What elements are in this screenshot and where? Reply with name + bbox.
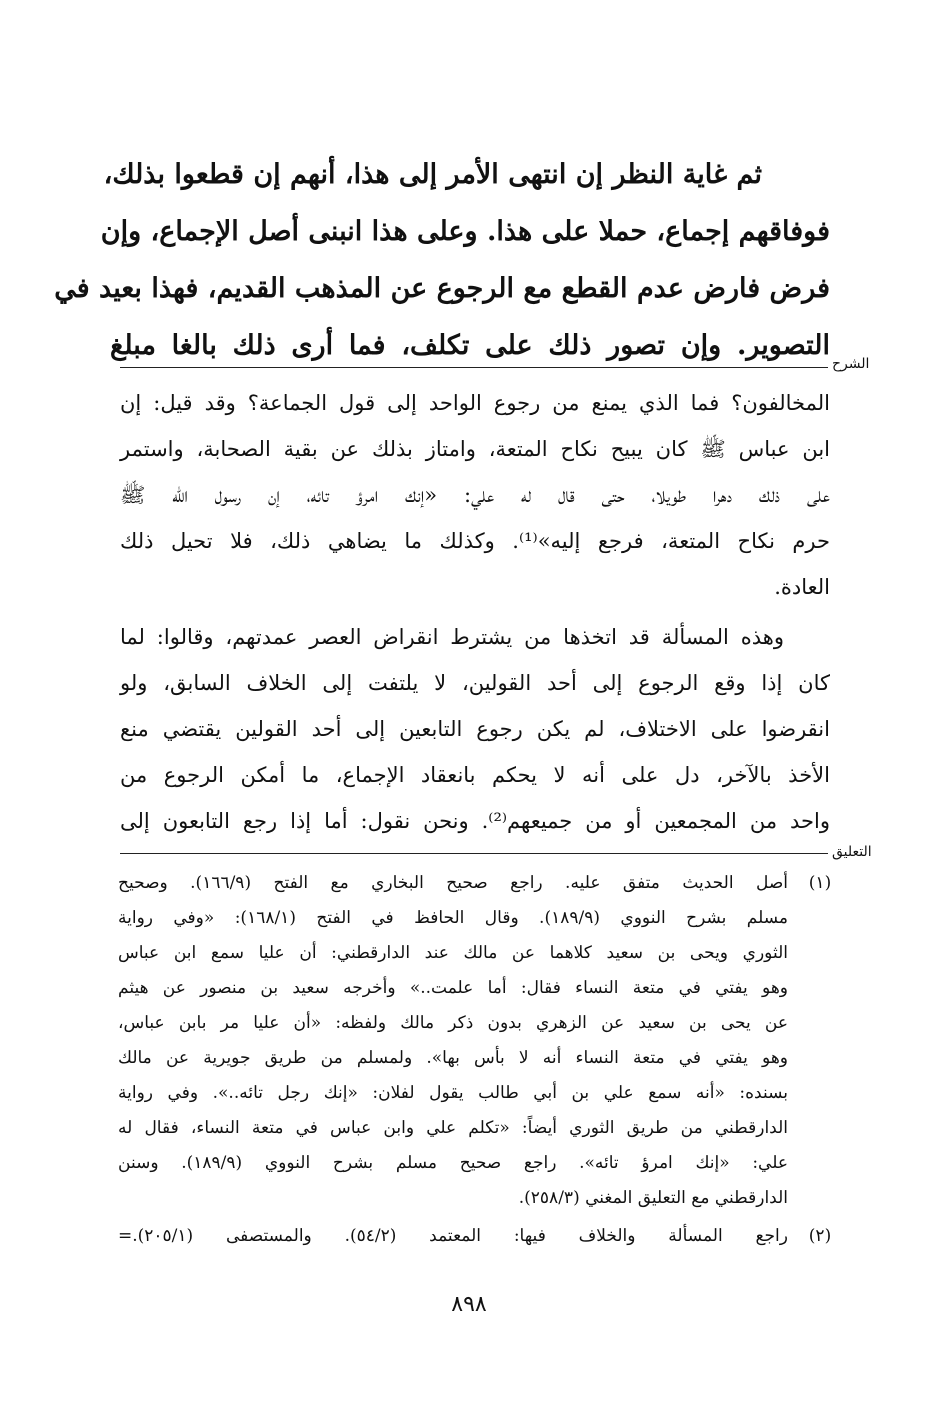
commentary-line: حرم نكاح المتعة، فرجع إليه»⁽¹⁾. وكذلك ما يضاهي ذلك، فلا تحيل ذلك [120, 529, 830, 553]
sharh-divider [120, 367, 828, 368]
footnote-number: (٢) [808, 1226, 832, 1246]
commentary-paragraph-1 [120, 380, 830, 610]
footnote-line: أصل الحديث متفق عليه. راجع صحيح البخاري مع الفتح (١٦٦/٩). وصحيح [118, 873, 788, 893]
footnote-line: الدارقطني مع التعليق المغني (٢٥٨/٣). [518, 1188, 788, 1208]
taaliq-label: التعليق [832, 844, 872, 860]
page-number: ٨٩٨ [451, 1292, 487, 1317]
taaliq-divider [120, 853, 828, 854]
footnote-line: الثوري ويحى بن سعيد كلاهما عن مالك عند الدارقطني: أن عليا سمع ابن عباس [118, 943, 788, 963]
footnote-line: بسنده: «أنه سمع علي بن أبي طالب يقول لفلان: «إنك رجل تائه..». وفي رواية [118, 1083, 788, 1103]
footnote-line: عن يحى بن سعيد عن الزهري بدون ذكر مالك ولفظه: «أن عليا مر بابن عباس، [118, 1013, 788, 1033]
main-text-line: ثم غاية النظر إن انتهى الأمر إلى هذا، أنهم إن قطعوا بذلك، [103, 159, 762, 190]
commentary-line: واحد من المجمعين أو من جميعهم⁽²⁾. ونحن نقول: أما إذا رجع التابعون إلى [120, 809, 830, 833]
footnote-line: مسلم بشرح النووي (١٨٩/٩). وقال الحافظ في الفتح (١٦٨/١): «وفي رواية [118, 908, 789, 928]
footnote-line: راجع المسألة والخلاف فيها: المعتمد (٥٤/٢). والمستصفى (٢٠٥/١).= [118, 1226, 788, 1246]
footnote-line: وهو يفتي في متعة النساء فقال: أما علمت..» وأخرجه سعيد بن منصور عن هيثم [118, 978, 788, 998]
footnote [118, 1219, 840, 1254]
commentary-line: الأخذ بالآخر، دل على أنه لا يحكم بانعقاد الإجماع، ما أمكن الرجوع من [120, 763, 830, 787]
main-text [54, 146, 830, 374]
commentary-line: ابن عباس ﷺ كان يبيح نكاح المتعة، وامتاز بذلك عن بقية الصحابة، واستمر [120, 437, 830, 461]
commentary-line: كان إذا وقع الرجوع إلى أحد القولين، لا يلتفت إلى الخلاف السابق، ولو [120, 671, 830, 695]
footnote-line: الدارقطني من طريق الثوري أيضاً: «تكلم علي وابن عباس في متعة النساء، فقال له [118, 1118, 788, 1138]
commentary-line: انقرضوا على الاختلاف، لم يكن رجوع التابعين إلى أحد القولين يقتضي منع [120, 717, 830, 741]
footnote-number: (١) [808, 873, 832, 893]
main-text-line: فرض فارض عدم القطع مع الرجوع عن المذهب القديم، فهذا بعيد في [54, 273, 830, 304]
commentary-line: العادة. [774, 575, 830, 599]
commentary-line: المخالفون؟ فما الذي يمنع من رجوع الواحد إلى قول الجماعة؟ وقد قيل: إن [120, 391, 830, 415]
footnote-line: وهو يفتي في متعة النساء أنه لا بأس بها». ولمسلم من طريق جويرية عن مالك [118, 1048, 788, 1068]
commentary-line: على ذلك دهرا طويلا، حتى قال له علي: «إنك امرؤ تائه، إن رسول الله ﷺ [120, 483, 830, 507]
main-text-line: فوفاقهم إجماع، حملا على هذا. وعلى هذا انبنى أصل الإجماع، وإن [100, 216, 830, 247]
footnote-line: علي: «إنك امرؤ تائه». راجع صحيح مسلم بشرح النووي (١٨٩/٩). وسنن [118, 1153, 788, 1173]
commentary-line: وهذه المسألة قد اتخذها من يشترط انقراض العصر عمدتهم، وقالوا: لما [120, 625, 784, 649]
main-text-line: التصوير. وإن تصور ذلك على تكلف، فما أرى ذلك بالغا مبلغ [110, 330, 830, 361]
commentary-paragraph-2 [120, 614, 830, 844]
sharh-label: الشرح [832, 356, 870, 372]
footnotes [118, 866, 840, 1254]
footnote [118, 866, 840, 1216]
